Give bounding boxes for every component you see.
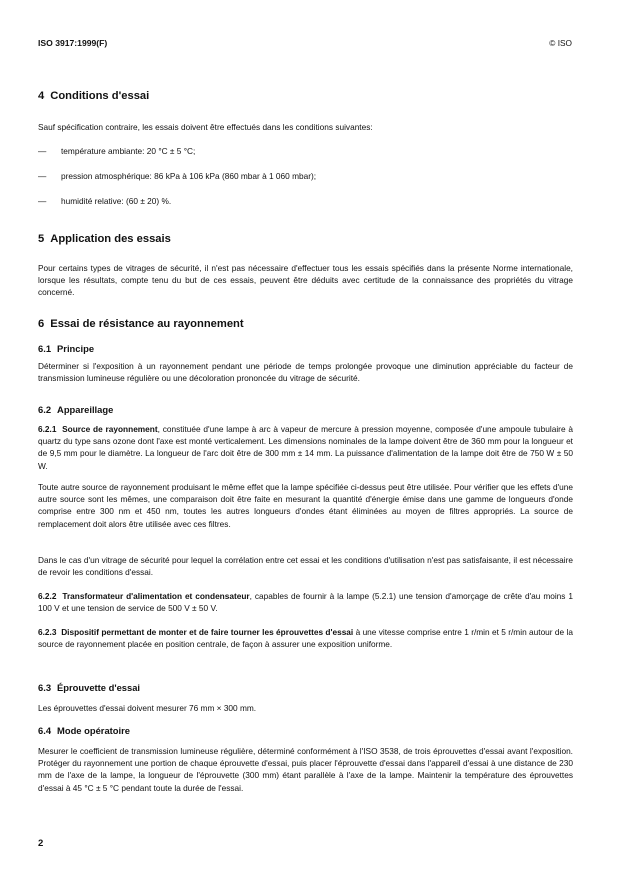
document-id: ISO 3917:1999(F) xyxy=(38,38,108,48)
heading-section-6 xyxy=(38,318,573,331)
list-item-text: température ambiante: 20 °C ± 5 °C; xyxy=(61,146,196,156)
paragraph: Dans le cas d'un vitrage de sécurité pour lequel la corrélation entre cet essai et les conditions d'utilisation n'est pas satisfaisante, il est nécessaire de revoir les conditions d'essai. xyxy=(38,555,573,578)
heading-section-4 xyxy=(38,90,573,103)
clause-text: , capables de fournir à la lampe (5.2.1) une tension d'amorçage de crête d'au moins 1 100 V et une tension de service de 500 V ± 50 V. xyxy=(38,591,573,614)
section-title: Appareillage xyxy=(57,404,114,415)
clause-title: Dispositif permettant de monter et de faire tourner les éprouvettes d'essai xyxy=(61,627,354,637)
paragraph-6-2-3 xyxy=(38,626,573,650)
section-title: Essai de résistance au rayonnement xyxy=(50,318,244,330)
section-title: Principe xyxy=(57,343,95,354)
list-item xyxy=(38,195,171,207)
section-title: Conditions d'essai xyxy=(50,90,150,102)
section-title: Éprouvette d'essai xyxy=(57,682,141,693)
list-item-text: humidité relative: (60 ± 20) %. xyxy=(61,196,172,206)
list-item-text: pression atmosphérique: 86 kPa à 106 kPa (860 mbar à 1 060 mbar); xyxy=(61,171,317,181)
page-number: 2 xyxy=(38,838,44,849)
dash: — xyxy=(38,196,47,206)
clause-title: Source de rayonnement xyxy=(62,424,158,434)
list-item xyxy=(38,170,316,182)
section-number: 6.1 xyxy=(38,343,52,354)
paragraph: Pour certains types de vitrages de sécurité, il n'est pas nécessaire d'effectuer tous les essais spécifiés dans la présente Norme internationale, lorsque les résultats, compte tenu du but de ces essais, peuvent être déduits avec certitude de la connaissance des propriétés du vitrage concerné. xyxy=(38,263,573,298)
clause-number: 6.2.2 xyxy=(38,591,57,601)
paragraph-6-2-1 xyxy=(38,423,573,472)
section-title: Application des essais xyxy=(50,233,171,245)
heading-section-5 xyxy=(38,233,573,246)
dash: — xyxy=(38,146,47,156)
section-number: 6.3 xyxy=(38,682,52,693)
heading-6-3 xyxy=(38,682,573,694)
paragraph: Sauf spécification contraire, les essais doivent être effectués dans les conditions suivantes: xyxy=(38,122,373,132)
section-title: Mode opératoire xyxy=(57,725,130,736)
section-number: 6 xyxy=(38,318,45,330)
clause-number: 6.2.1 xyxy=(38,424,57,434)
clause-text: , constituée d'une lampe à arc à vapeur de mercure à pression moyenne, composée d'une ampoule tubulaire à quartz du type sans ozone dont l'axe est monté verticalement. Les dimensions nominales de la lampe doivent être de 360 mm pour la longueur et de 9,5 mm pour le diamètre. La longueur de l'arc doit être de 300 mm ± 14 mm. La puissance d'alimentation de la lampe doit être de 750 W ± 50 W. xyxy=(38,424,573,471)
paragraph: Mesurer le coefficient de transmission lumineuse régulière, déterminé conformément à l'ISO 3538, de trois éprouvettes d'essai avant l'exposition. Protéger du rayonnement une portion de chaque éprouvette d'essai, puis placer l'éprouvette d'essai dans l'appareil d'essai à une distance de 230 mm de l'axe de la lampe, la longueur de l'éprouvette (300 mm) étant parallèle à l'axe de la lampe. Maintenir la température des éprouvettes d'essai à 45 °C ± 5 °C pendant toute la durée de l'essai. xyxy=(38,746,573,793)
section-number: 5 xyxy=(38,233,45,245)
paragraph: Toute autre source de rayonnement produisant le même effet que la lampe spécifiée ci-dessus peut être utilisée. Pour vérifier que les effets d'une autre source sont les mêmes, une comparaison doit être faite en mesurant la quantité d'énergie émise dans une gamme de longueurs d'onde comprise entre 300 nm et 450 nm, toutes les autres longueurs d'ondes étant éliminées au moyen de filtres appropriés. La source de remplacement doit alors être utilisée avec ces filtres. xyxy=(38,482,573,529)
list-item xyxy=(38,145,195,157)
clause-title: Transformateur d'alimentation et condensateur xyxy=(62,591,250,601)
heading-6-4 xyxy=(38,725,573,737)
section-number: 4 xyxy=(38,90,45,102)
paragraph: Déterminer si l'exposition à un rayonnement pendant une période de temps prolongée provoque une diminution appréciable du facteur de transmission lumineuse régulière ou une décoloration prononcée du vitrage de sécurité. xyxy=(38,361,573,384)
copyright: © ISO xyxy=(549,38,572,48)
clause-text: à une vitesse comprise entre 1 r/min et 5 r/min autour de la source de rayonnement placée en position centrale, de façon à assurer une exposition uniforme. xyxy=(38,627,573,650)
heading-6-2 xyxy=(38,404,573,416)
clause-number: 6.2.3 xyxy=(38,627,57,637)
heading-6-1 xyxy=(38,343,573,355)
paragraph-6-2-2 xyxy=(38,590,573,614)
dash: — xyxy=(38,171,47,181)
section-number: 6.2 xyxy=(38,404,52,415)
section-number: 6.4 xyxy=(38,725,52,736)
paragraph: Les éprouvettes d'essai doivent mesurer 76 mm × 300 mm. xyxy=(38,703,257,713)
